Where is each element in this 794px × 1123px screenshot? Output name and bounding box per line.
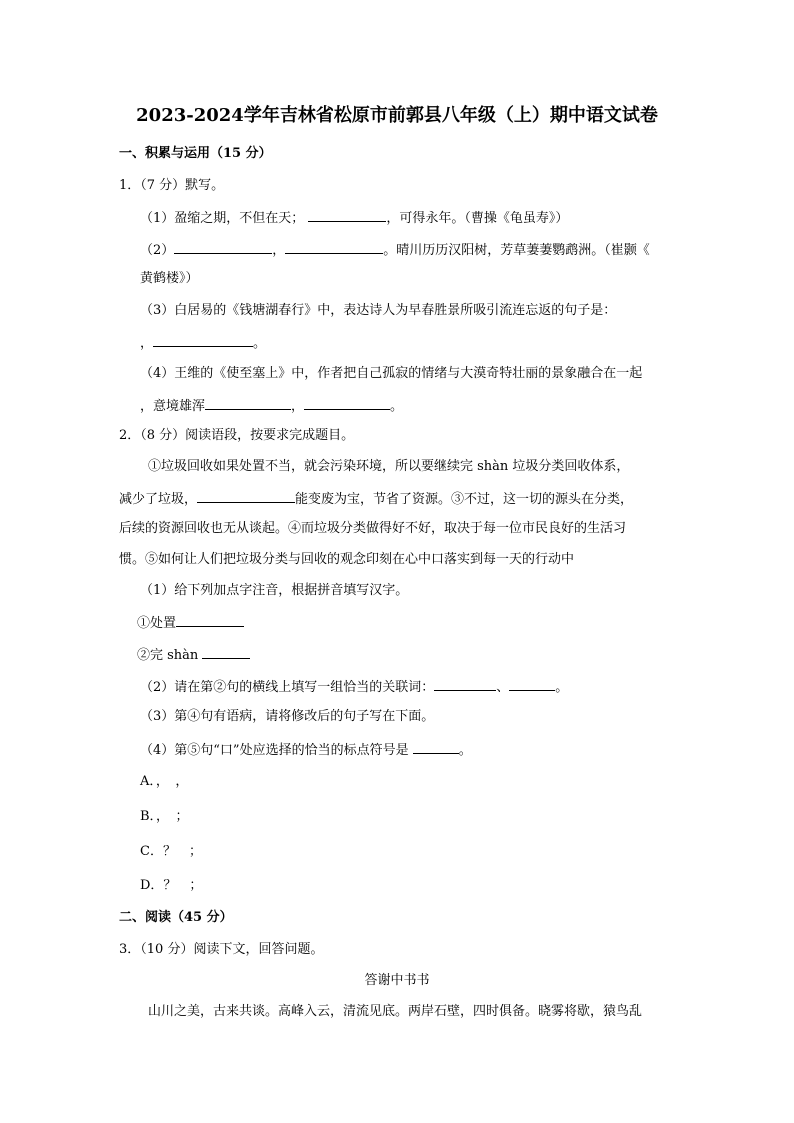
q1-p4-text-d: 。 [390,399,404,414]
question-1-part-2-cont: 黄鹤楼》） [140,271,199,286]
question-1-part-2 [140,240,650,260]
exam-title: 2023-2024学年吉林省松原市前郭县八年级（上）期中语文试卷 [136,105,658,126]
answer-blank[interactable] [153,333,253,347]
answer-blank[interactable] [202,645,250,659]
q2-sub2-text-b: 、 [496,680,510,695]
passage-line-1: 山川之美，古来共谈。高峰入云，清流见底。两岸石壁，四时俱备。晓雾将歇，猿鸟乱 [148,1004,643,1019]
option-d[interactable]: D．？ ； [140,878,203,893]
answer-blank[interactable] [413,740,459,754]
q1-p2-text-b: ， [272,243,286,258]
answer-blank[interactable] [205,396,291,410]
q1-p4-text-c: ， [291,399,305,414]
question-1-part-4: （4）王维的《使至塞上》中，作者把自己孤寂的情绪与大漠奇特壮丽的景象融合在一起 [140,366,643,381]
q2-subquestion-2 [140,677,568,697]
answer-blank[interactable] [509,677,555,691]
q2-sub4-text-b: 。 [458,743,472,758]
question-1-part-1 [140,208,568,228]
question-1-part-3: （3）白居易的《钱塘湖春行》中，表达诗人为早春胜景所吸引流连忘返的句子是： [140,303,617,318]
option-c[interactable]: C．？ ； [140,844,202,859]
q2-subquestion-1: （1）给下列加点字注音，根据拼音填写汉字。 [140,583,409,598]
q1-p3-text-b: ， [140,336,154,351]
q2-subquestion-4 [140,740,472,760]
answer-blank[interactable] [304,396,390,410]
q1-p2-text-c: 。晴川历历汉阳树，芳草萋萋鹦鹉洲。（崔颢《 [383,243,650,258]
q2-paragraph-line-3: 后续的资源回收也无从谈起。④而垃圾分类做得好不好，取决于每一位市民良好的生活习 [119,521,627,536]
q2-sub2-text-c: 。 [555,680,569,695]
q2-para2-text-a: 减少了垃圾， [119,492,198,507]
q2-subquestion-1b [137,645,250,665]
q1-p2-text-a: （2） [140,243,175,258]
section-heading-2: 二、阅读（45 分） [119,910,233,925]
section-heading-1: 一、积累与运用（15 分） [119,146,272,161]
answer-blank[interactable] [176,613,244,627]
q2-sub4-text-a: （4）第⑤句“口”处应选择的恰当的标点符号是 [140,743,409,758]
q2-paragraph-line-2 [119,489,633,509]
question-3-heading: 3．（10 分）阅读下文，回答问题。 [119,942,324,957]
option-b[interactable]: B．， ； [140,809,189,824]
q2-paragraph-line-1: ①垃圾回收如果处置不当，就会污染环境，所以要继续完 shàn 垃圾分类回收体系， [148,459,630,474]
q2-sub2-text-a: （2）请在第②句的横线上填写一组恰当的关联词： [140,680,435,695]
q2-sub1a-text: ①处置 [137,616,177,631]
option-a[interactable]: A．， ， [140,774,189,789]
q1-p1-text-a: （1）盈缩之期，不但在天； [140,211,305,226]
q2-subquestion-1a [137,613,244,633]
q2-para2-text-b: 能变废为宝，节省了资源。③不过，这一切的源头在分类， [295,492,634,507]
passage-title: 答谢中书书 [364,973,430,988]
question-1-part-3-cont [140,333,266,353]
q2-subquestion-3: （3）第④句有语病，请将修改后的句子写在下面。 [140,709,435,724]
answer-blank[interactable] [434,677,496,691]
answer-blank[interactable] [308,208,386,222]
q1-p3-text-c: 。 [253,336,267,351]
q1-p4-text-b: ，意境雄浑 [140,399,206,414]
answer-blank[interactable] [285,240,383,254]
answer-blank[interactable] [174,240,272,254]
q2-paragraph-line-4: 惯。⑤如何让人们把垃圾分类与回收的观念印刻在心中口落实到每一天的行动中 [119,552,575,567]
question-2-heading: 2．（8 分）阅读语段，按要求完成题目。 [119,428,355,443]
q1-p1-text-b: ，可得永年。（曹操《龟虽寿》） [386,211,569,226]
question-1-heading: 1．（7 分）默写。 [119,178,225,193]
question-1-part-4-cont [140,396,403,416]
answer-blank[interactable] [197,489,295,503]
q2-sub1b-text: ②完 shàn [137,648,199,663]
